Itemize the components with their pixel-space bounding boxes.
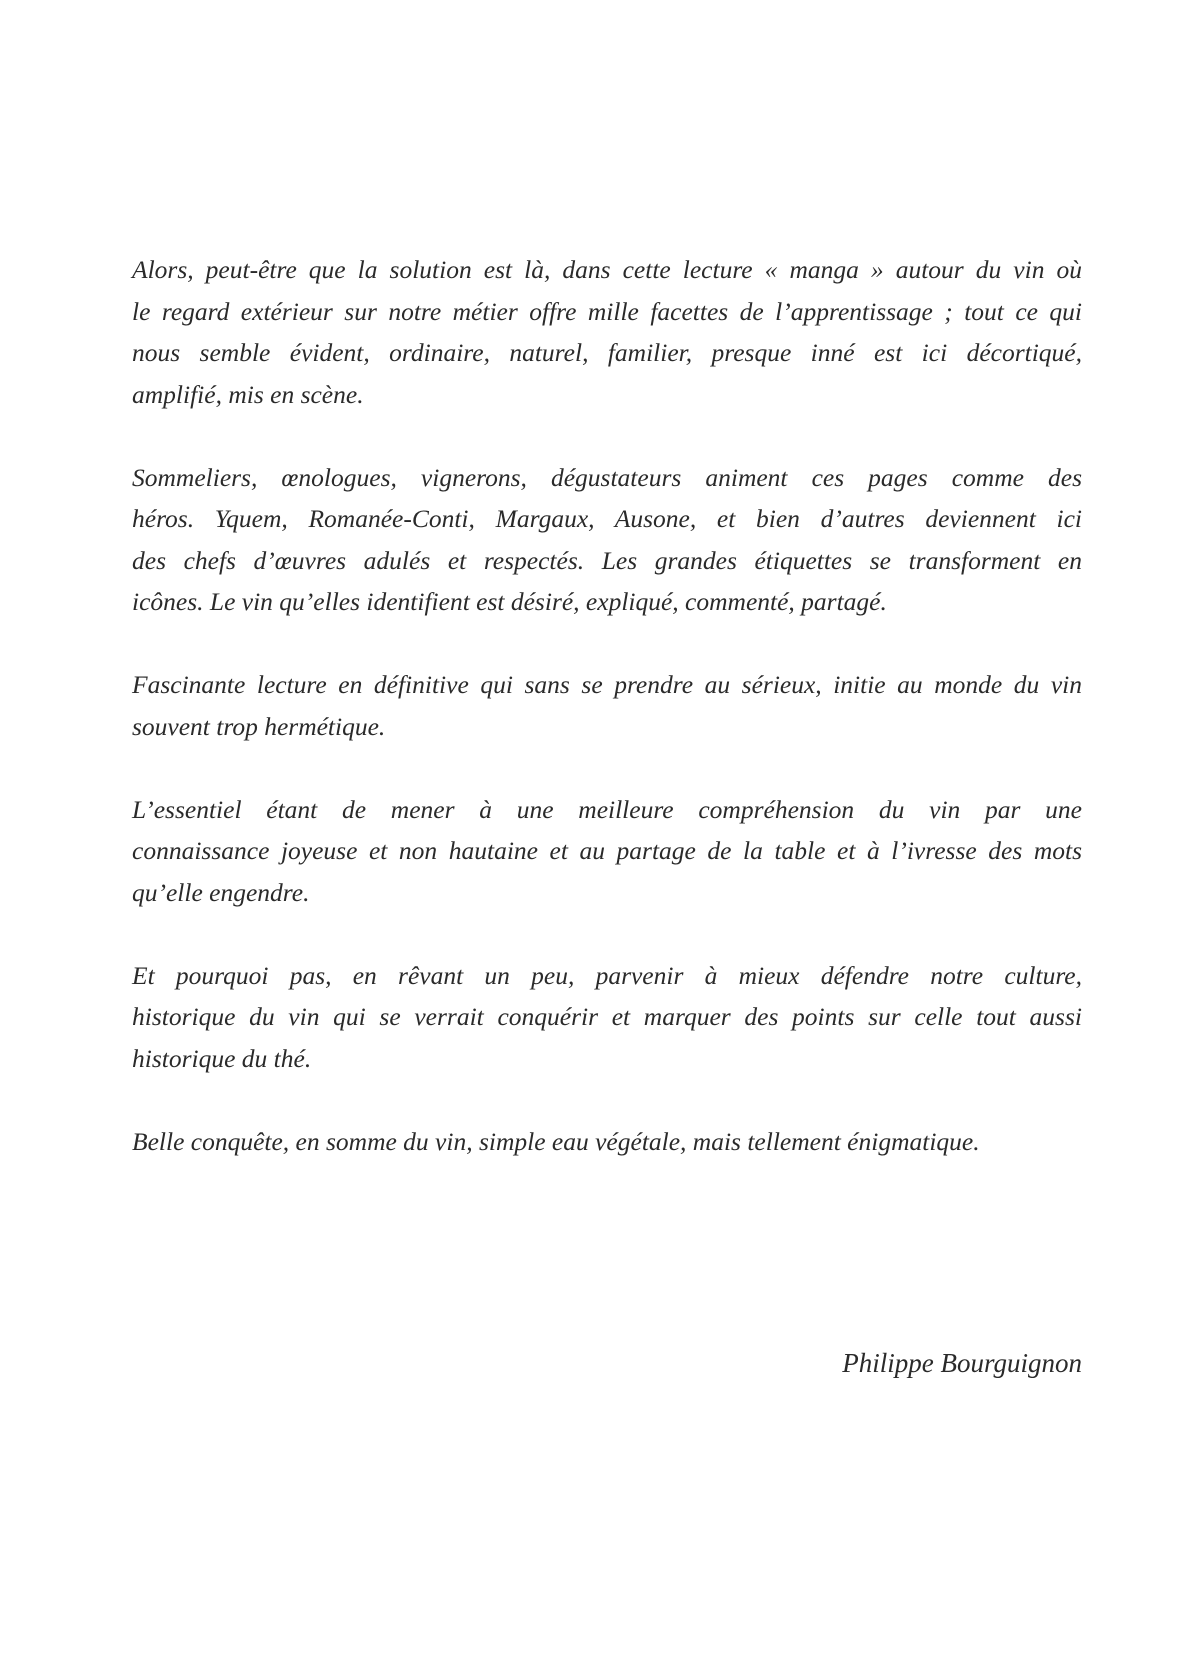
text-line: Fascinante lecture en définitive qui sans se prendre au sérieux, initie au monde du vin	[132, 670, 1082, 699]
paragraph	[132, 1121, 1082, 1163]
text-line: amplifié, mis en scène.	[132, 379, 364, 409]
text-line: Et pourquoi pas, en rêvant un peu, parvenir à mieux défendre notre culture,	[132, 960, 1082, 990]
text-line: historique du vin qui se verrait conquérir et marquer des points sur celle tout aussi	[132, 1002, 1082, 1031]
text-line: icônes. Le vin qu’elles identifient est désiré, expliqué, commenté, partagé.	[132, 587, 887, 616]
text-line: des chefs d’œuvres adulés et respectés. Les grandes étiquettes se transforment en	[132, 545, 1082, 575]
text-line: historique du thé.	[132, 1043, 312, 1073]
paragraph	[132, 789, 1082, 914]
paragraph	[132, 664, 1082, 747]
text-line: connaissance joyeuse et non hautaine et au partage de la table et à l’ivresse des mots	[132, 836, 1082, 865]
signature: Philippe Bourguignon	[842, 1348, 1082, 1378]
text-line: L’essentiel étant de mener à une meilleure compréhension du vin par une	[132, 794, 1082, 824]
text-line: Alors, peut-être que la solution est là, dans cette lecture « manga » autour du vin où	[132, 255, 1082, 284]
text-line: souvent trop hermétique.	[132, 711, 386, 741]
text-line: Sommeliers, œnologues, vignerons, dégustateurs animent ces pages comme des	[132, 462, 1082, 492]
paragraph	[132, 955, 1082, 1080]
text-line: le regard extérieur sur notre métier offre mille facettes de l’apprentissage ; tout ce qui	[132, 296, 1082, 326]
document-body	[132, 249, 1082, 1204]
text-line: héros. Yquem, Romanée-Conti, Margaux, Ausone, et bien d’autres deviennent ici	[132, 504, 1082, 533]
paragraph	[132, 249, 1082, 415]
text-line: Belle conquête, en somme du vin, simple eau végétale, mais tellement énigmatique.	[132, 1126, 980, 1156]
text-line: qu’elle engendre.	[132, 877, 310, 907]
paragraph	[132, 457, 1082, 623]
text-line: nous semble évident, ordinaire, naturel, familier, presque inné est ici décortiqué,	[132, 338, 1082, 367]
